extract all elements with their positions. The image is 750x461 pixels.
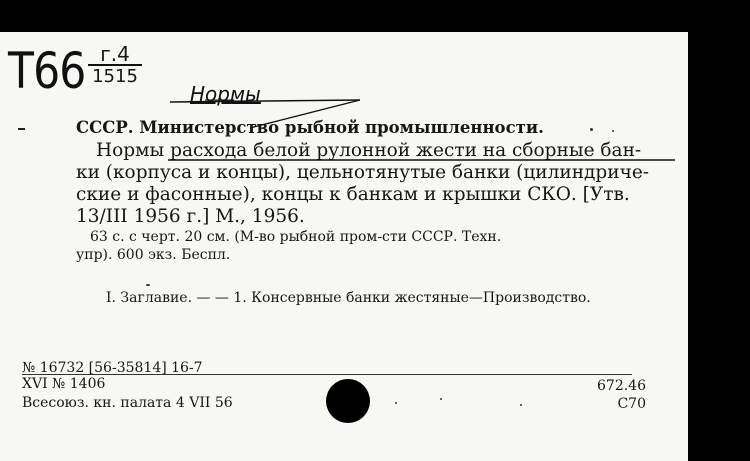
title-line: ки (корпуса и концы), цельнотянутые банки (цилиндриче- xyxy=(76,162,650,183)
chamber-imprint: Всесоюз. кн. палата 4 VII 56 xyxy=(22,395,233,411)
punch-hole xyxy=(326,379,370,423)
ink-speck xyxy=(612,130,614,132)
shelfmark-main: Т66 xyxy=(8,42,86,100)
ink-speck xyxy=(146,284,150,286)
shelfmark-denominator: 1515 xyxy=(92,66,138,87)
margin-mark xyxy=(18,128,25,130)
ink-speck xyxy=(520,404,522,406)
title-line: Нормы расхода белой рулонной жести на сборные бан- xyxy=(96,140,642,161)
ink-speck xyxy=(440,398,442,400)
catalog-card xyxy=(0,32,688,461)
title-line: 13/III 1956 г.] М., 1956. xyxy=(76,206,305,227)
tracing-line: I. Заглавие. — — 1. Консервные банки жестяные—Производство. xyxy=(106,290,591,306)
ink-speck xyxy=(590,128,593,131)
collation-line: упр). 600 экз. Беспл. xyxy=(76,247,231,263)
subject-heading: Нормы xyxy=(190,82,261,106)
classification-number: 672.46 xyxy=(597,378,646,394)
registration-number: № 16732 [56-35814] 16-7 xyxy=(22,360,203,376)
shelfmark-fraction xyxy=(88,44,142,88)
title-line: ские и фасонные), концы к банкам и крышки СКО. [Утв. xyxy=(76,184,630,205)
author-mark: С70 xyxy=(617,396,646,412)
ink-speck xyxy=(395,402,397,404)
shelfmark-numerator: г.4 xyxy=(88,44,142,66)
series-number: XVI № 1406 xyxy=(22,376,106,392)
author-heading: СССР. Министерство рыбной промышленности. xyxy=(76,118,544,137)
collation-line: 63 с. с черт. 20 см. (М-во рыбной пром-сти СССР. Техн. xyxy=(90,229,502,245)
